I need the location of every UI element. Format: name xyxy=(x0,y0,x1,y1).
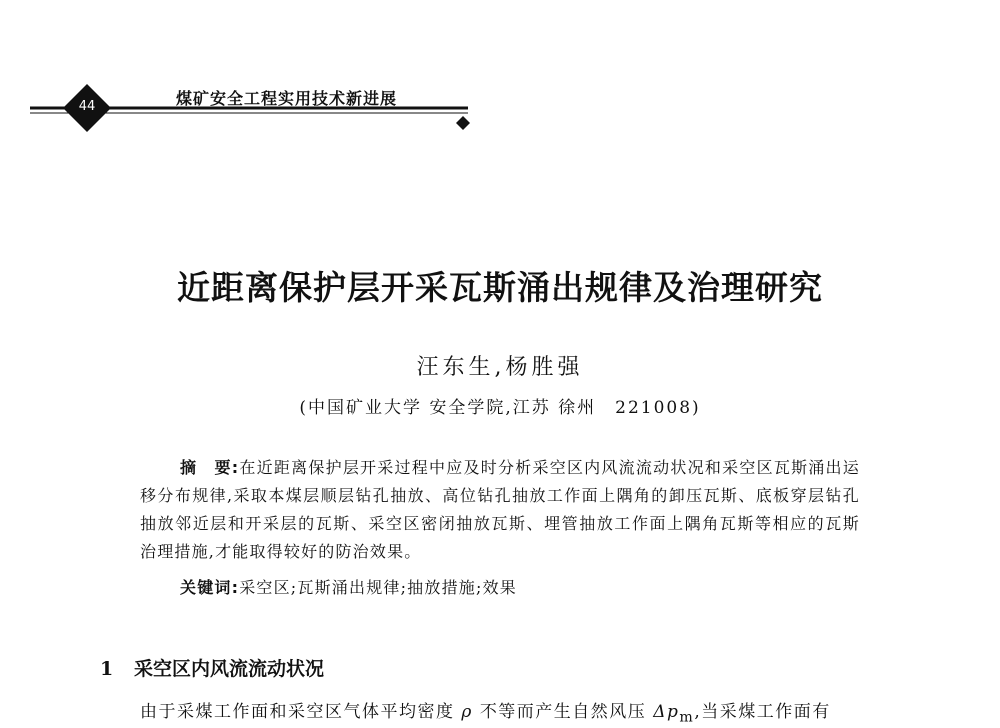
section-number: 1 xyxy=(100,658,114,680)
page-number: 44 xyxy=(78,99,96,114)
abstract-paragraph xyxy=(140,454,860,566)
delta-p-symbol: Δp xyxy=(653,702,680,722)
abstract-label: 摘 要: xyxy=(180,458,240,477)
abstract xyxy=(140,454,860,566)
header-decoration xyxy=(0,0,1000,140)
section-heading xyxy=(100,654,324,681)
section-title: 采空区内风流流动状况 xyxy=(134,658,325,680)
abstract-text: 在近距离保护层开采过程中应及时分析采空区内风流流动状况和采空区瓦斯涌出运移分布规律,采取本煤层顺层钻孔抽放、高位钻孔抽放工作面上隅角的卸压瓦斯、底板穿层钻孔抽放邻近层和开采层的瓦斯、采空区密闭抽放瓦斯、埋管抽放工作面上隅角瓦斯等相应的瓦斯治理措施,才能取得较好的防治效果。 xyxy=(140,458,861,561)
body-text-c: ,当采煤工作面有 xyxy=(694,702,831,722)
book-title: 煤矿安全工程实用技术新进展 xyxy=(176,89,398,108)
paper-affiliation: (中国矿业大学 安全学院,江苏 徐州 221008) xyxy=(299,398,701,418)
running-header xyxy=(0,0,1000,140)
keywords-text: 采空区;瓦斯涌出规律;抽放措施;效果 xyxy=(239,578,517,597)
body-text-a: 由于采煤工作面和采空区气体平均密度 xyxy=(140,702,455,722)
body-paragraph xyxy=(140,697,831,725)
delta-p-subscript: m xyxy=(679,709,695,726)
paper-authors: 汪东生,杨胜强 xyxy=(416,355,584,380)
body-text-b: 不等而产生自然风压 xyxy=(479,702,647,722)
keywords xyxy=(180,575,517,598)
header-end-diamond xyxy=(456,116,470,130)
keywords-label: 关键词: xyxy=(180,578,240,597)
rho-symbol: ρ xyxy=(461,702,473,722)
paper-title: 近距离保护层开采瓦斯涌出规律及治理研究 xyxy=(177,268,823,307)
